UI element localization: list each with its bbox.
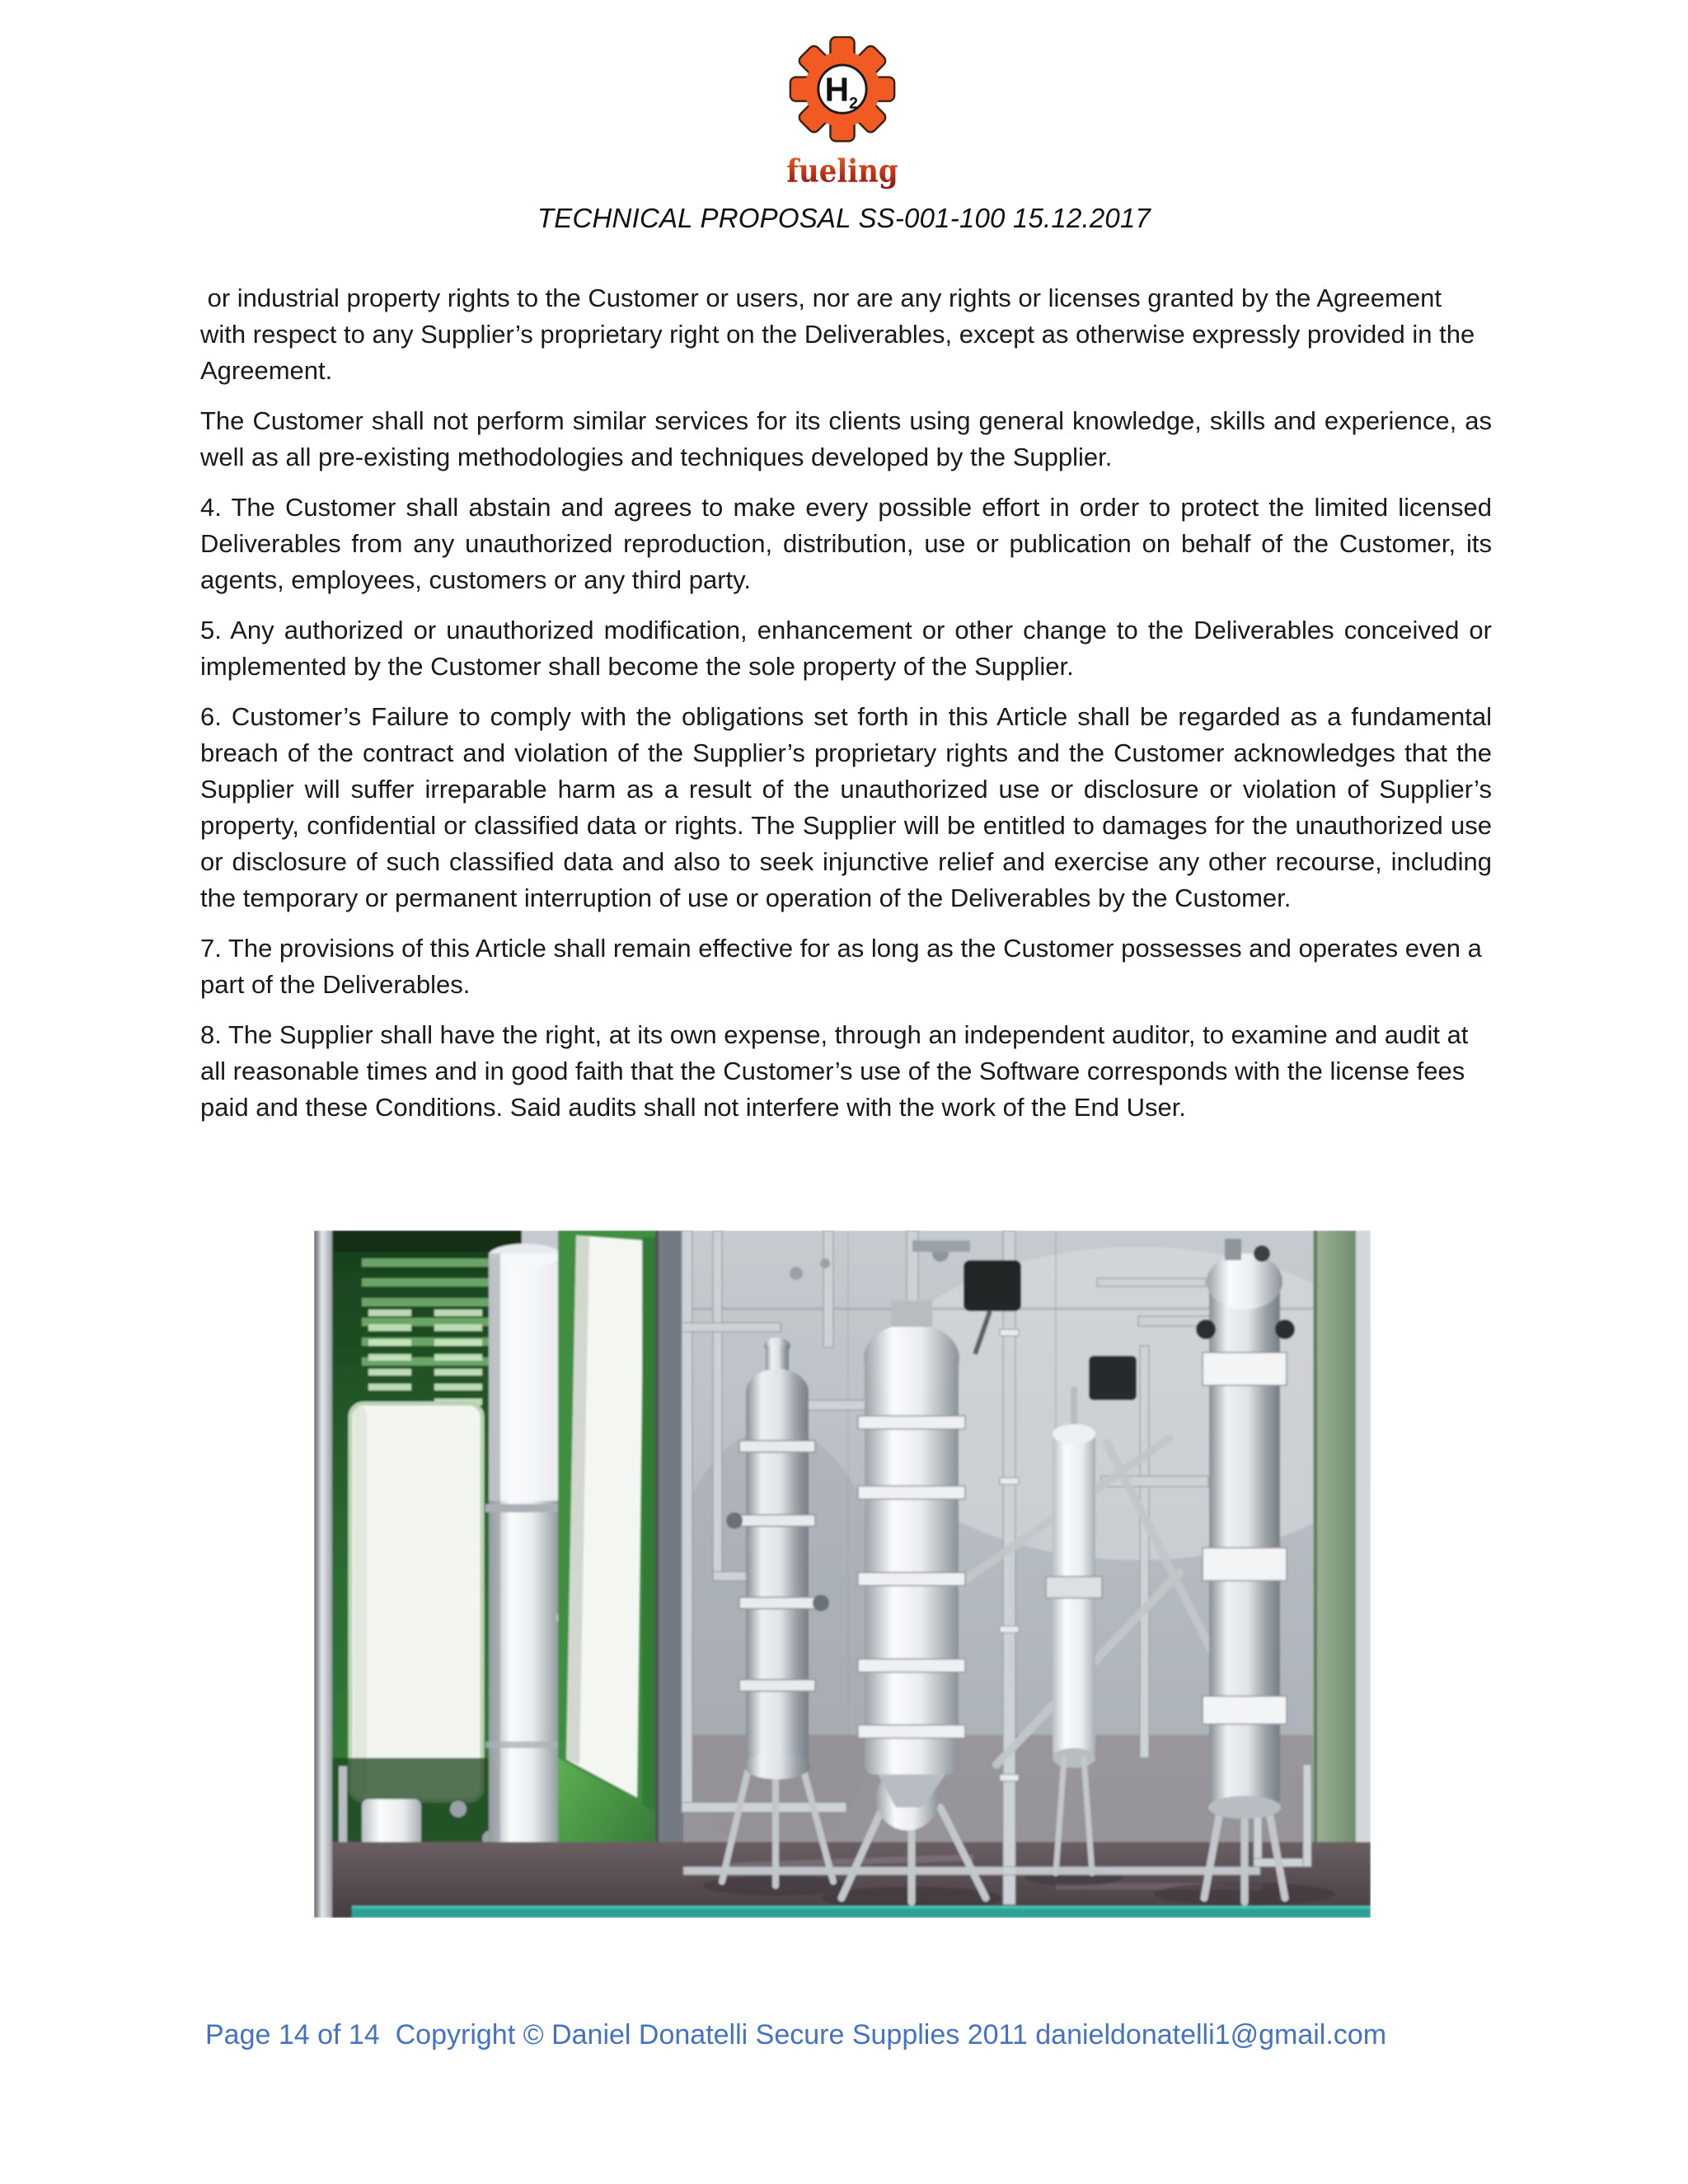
paragraph: 4. The Customer shall abstain and agrees to make every possible effort in order to protect the limited licensed Deliverables from any unauthorized reproduction, distribution, use or publication on behalf of the Customer, its agents, employees, customers or any third party. [200,493,1492,594]
paragraph: 6. Customer’s Failure to comply with the obligations set forth in this Article shall be regarded as a fundamental breach of the contract and violation of the Supplier’s proprietary rights and the Customer acknowledges that the Supplier will suffer irreparable harm as a result of the unauthorized use or disclosure or violation of Supplier’s property, confidential or classified data or rights. The Supplier will be entitled to damages for the unauthorized use or disclosure of such classified data and also to seek injunctive relief and exercise any other recourse, including the temporary or permanent interruption of use or operation of the Deliverables by the Customer. [200,702,1492,912]
body-text [200,280,1492,1140]
paragraph: The Customer shall not perform similar services for its clients using general knowledge, skills and experience, as well as all pre-existing methodologies and techniques developed by the Supplier. [200,406,1492,471]
logo-h2-text: $H_2$ [824,70,858,113]
sage-strip [1313,1230,1371,1908]
paragraph: 5. Any authorized or unauthorized modification, enhancement or other change to the Deliverables conceived or implemented by the Customer shall become the sole property of the Supplier. [200,616,1492,681]
paragraph: 7. The provisions of this Article shall remain effective for as long as the Customer possesses and operates even a part of the Deliverables. [200,934,1482,999]
teal-strip [352,1906,1371,1918]
white-wall-panel [350,1404,482,1801]
page-footer: Page 14 of 14 Copyright © Daniel Donatelli Secure Supplies 2011 danieldonatelli1@gmail.com [205,2019,1387,2050]
green-door [558,1230,655,1908]
fueling-wordmark [785,148,900,193]
document-title: TECHNICAL PROPOSAL SS-001-100 15.12.2017 [537,203,1151,233]
svg-text:fueling: fueling [786,152,898,190]
equipment-photo [314,1230,1371,1918]
photo-left-edge [314,1230,332,1918]
paragraph: 8. The Supplier shall have the right, at its own expense, through an independent auditor, to examine and audit at all reasonable times and in good faith that the Customer’s use of the Software corresponds with the license fees paid and these Conditions. Said audits shall not interfere with the work of the End User. [200,1020,1469,1122]
paragraph: or industrial property rights to the Customer or users, nor are any rights or licenses granted by the Agreement with respect to any Supplier’s proprietary right on the Deliverables, except as otherwise expressly provided in the Agreement. [200,284,1475,385]
h2-gear-logo-icon [785,36,900,148]
